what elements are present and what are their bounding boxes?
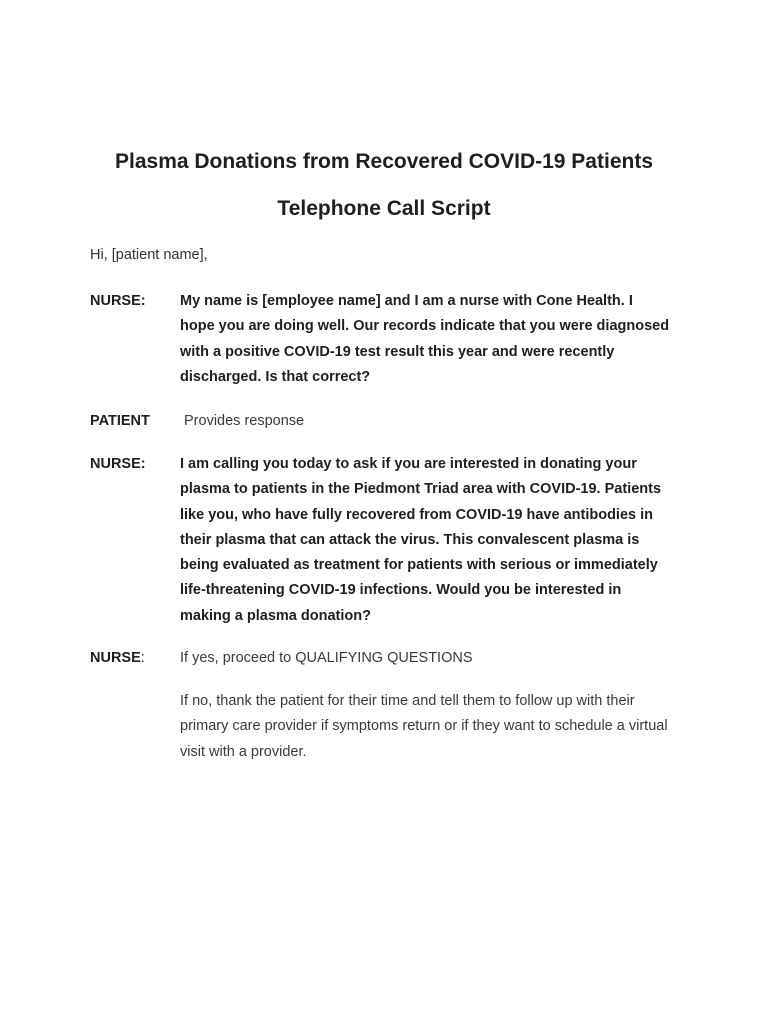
script-text: If no, thank the patient for their time and tell them to follow up with their primary care provider if symptoms return or if they want to schedule a virtual visit with a provider. bbox=[180, 693, 668, 760]
document-title: Plasma Donations from Recovered COVID-19 Patients bbox=[115, 150, 653, 173]
speaker-label: NURSE: bbox=[90, 293, 146, 309]
speaker-label: PATIENT bbox=[90, 413, 150, 429]
script-text: Provides response bbox=[184, 413, 305, 429]
script-text: If yes, proceed to QUALIFYING QUESTIONS bbox=[180, 650, 473, 666]
speaker-label: NURSE: bbox=[90, 456, 146, 472]
speaker-colon: : bbox=[140, 650, 145, 666]
speaker-name: NURSE bbox=[90, 650, 141, 666]
greeting-line: Hi, [patient name], bbox=[90, 247, 208, 263]
script-text: My name is [employee name] and I am a nurse with Cone Health. I hope you are doing well. Our records indicate that you were diagnosed with a positive COVID-19 test result this year and were recently discharged. Is that correct? bbox=[180, 293, 670, 385]
script-text: I am calling you today to ask if you are interested in donating your plasma to patients in the Piedmont Triad area with COVID-19. Patients like you, who have fully recovered from COVID-19 have antibodies in their plasma that can attack the virus. This convalescent plasma is being evaluated as treatment for patients with serious or immediately life-threatening COVID-19 infections. Would you be interested in making a plasma donation? bbox=[180, 456, 662, 624]
document-subtitle: Telephone Call Script bbox=[277, 197, 491, 220]
speaker-label bbox=[90, 646, 145, 671]
